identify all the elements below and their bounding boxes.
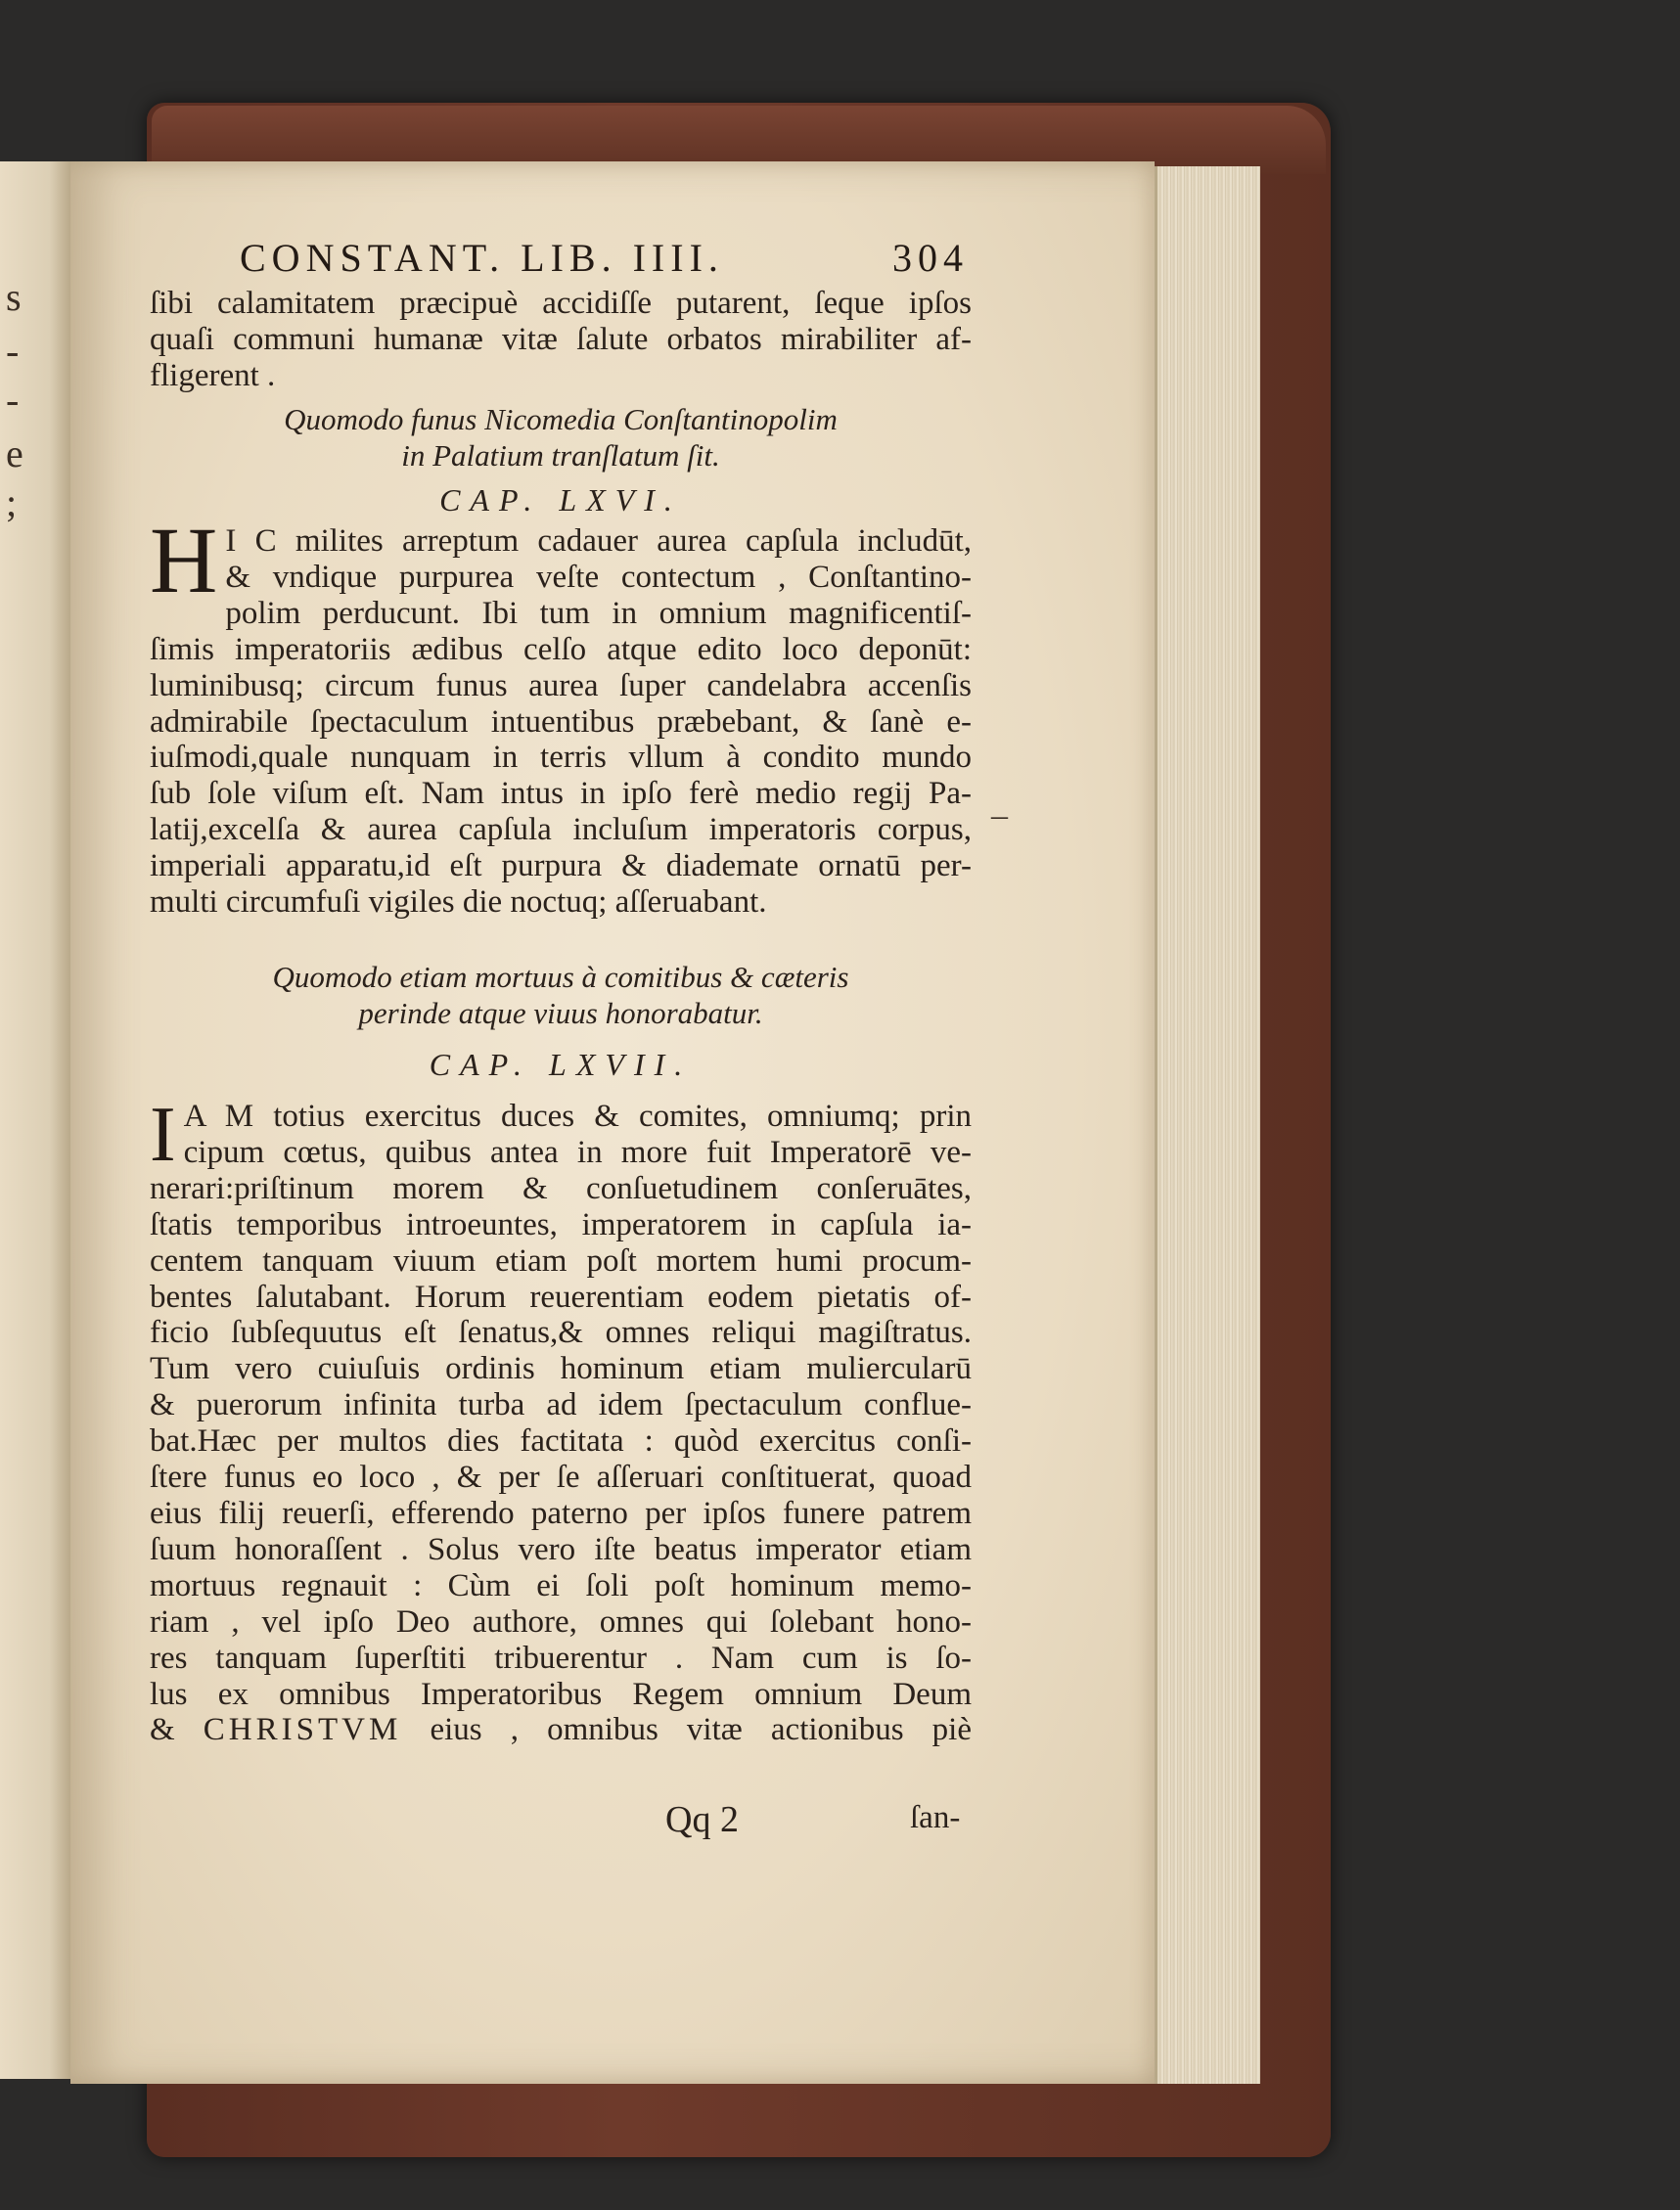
text-line: ficio ſubſequutus eſt ſenatus,& omnes reliqui magiſtratus.: [150, 1315, 972, 1351]
text-line: ſimis imperatoriis ædibus celſo atque edito loco deponūt:: [150, 631, 972, 667]
running-title: CONSTANT. LIB. IIII.: [240, 236, 724, 280]
christvm-smallcaps: CHRISTVM: [203, 1712, 402, 1748]
last-line-prefix: &: [150, 1712, 204, 1748]
left-page-fragment: ;: [6, 480, 18, 524]
text-line: polim perducunt. Ibi tum in omnium magnificentiſ-: [225, 595, 972, 631]
page-number: 304: [892, 236, 969, 280]
text-line: latij,excelſa & aurea capſula incluſum imperatoris corpus,: [150, 812, 972, 848]
chapter-title-line: in Palatium tranſlatum ſit.: [401, 438, 720, 473]
drop-capital: H: [150, 508, 218, 612]
text-line: mortuus regnauit : Cùm ei ſoli poſt hominum memo-: [150, 1567, 972, 1603]
chapter67-number: CAP. LXVII.: [429, 1047, 693, 1082]
text-line: imperiali apparatu,id eſt purpura & diademate ornatū per-: [150, 848, 972, 884]
margin-dash: –: [991, 797, 1008, 834]
left-page-fragment: -: [6, 378, 20, 422]
text-line: bat.Hæc per multos dies factitata : quòd exercitus conſi-: [150, 1423, 972, 1460]
text-line: ſuum honoraſſent . Solus vero iſte beatus imperator etiam: [150, 1531, 972, 1567]
text-line: & puerorum infinita turba ad idem ſpectaculum conflue-: [150, 1387, 972, 1423]
text-line: riam , vel ipſo Deo authore, omnes qui ſolebant hono-: [150, 1603, 972, 1640]
intro-paragraph: [150, 286, 972, 394]
last-line-suffix: eius , omnibus vitæ actionibus piè: [401, 1712, 972, 1748]
text-line: fligerent .: [150, 357, 276, 393]
text-line: lus ex omnibus Imperatoribus Regem omnium Deum: [150, 1676, 972, 1712]
text-line: iuſmodi,quale nunquam in terris vllum à condito mundo: [150, 740, 972, 776]
page-edges: [1155, 166, 1260, 2084]
chapter-title-line: Quomodo etiam mortuus à comitibus & cæteris: [272, 960, 849, 994]
chapter67-body: [150, 1092, 972, 1748]
left-page-fragment: s: [6, 275, 22, 319]
text-line: A M totius exercitus duces & comites, omniumq; prin: [183, 1099, 972, 1134]
text-line: admirabile ſpectaculum intuentibus præbebant, & ſanè e-: [150, 703, 972, 740]
text-line: [150, 1712, 972, 1748]
left-page-sliver: [0, 161, 70, 2079]
text-line: ſub ſole viſum eſt. Nam intus in ipſo ferè medio regij Pa-: [150, 776, 972, 812]
chapter67-title: [150, 959, 972, 1031]
text-line: nerari:priſtinum morem & conſuetudinem conſeruātes,: [150, 1170, 972, 1206]
text-line: ſtatis temporibus introeuntes, imperatorem in capſula ia-: [150, 1206, 972, 1242]
chapter-title-line: perinde atque viuus honorabatur.: [358, 996, 763, 1030]
text-line: eius filij reuerſi, efferendo paterno per ipſos funere patrem: [150, 1495, 972, 1531]
text-line: res tanquam ſuperſtiti tribuerentur . Nam cum is ſo-: [150, 1640, 972, 1676]
text-line: centem tanquam viuum etiam poſt mortem humi procum-: [150, 1242, 972, 1279]
text-line: & vndique purpurea veſte contectum , Conſtantino-: [225, 559, 972, 595]
running-header: [240, 235, 969, 281]
text-line: ſibi calamitatem præcipuè accidiſſe putarent, ſeque ipſos: [150, 286, 972, 321]
left-page-fragment: -: [6, 329, 20, 373]
text-line: cipum cœtus, quibus antea in more fuit Imperatorē ve-: [183, 1134, 972, 1170]
text-line: luminibusq; circum funus aurea ſuper candelabra accenſis: [150, 667, 972, 703]
catchword: ſan-: [910, 1800, 961, 1835]
text-line: bentes ſalutabant. Horum reuerentiam eodem pietatis of-: [150, 1279, 972, 1315]
chapter66-title: [150, 401, 972, 474]
chapter-title-line: Quomodo funus Nicomedia Conſtantinopolim: [284, 402, 838, 436]
drop-capital: I: [150, 1092, 176, 1178]
left-page-fragment: e: [6, 431, 23, 475]
text-line: I C milites arreptum cadauer aurea capſula includūt,: [225, 523, 972, 559]
text-line: quaſi communi humanæ vitæ ſalute orbatos mirabiliter af-: [150, 321, 972, 357]
chapter66-body: [150, 508, 972, 921]
text-line: Tum vero cuiuſuis ordinis hominum etiam muliercularū: [150, 1351, 972, 1387]
text-line: ſtere funus eo loco , & per ſe aſſeruari conſtituerat, quoad: [150, 1460, 972, 1496]
chapter66-number: CAP. LXVI.: [439, 482, 682, 518]
text-line: multi circumfuſi vigiles die noctuq; aſſeruabant.: [150, 884, 767, 921]
signature-mark: Qq 2: [665, 1799, 739, 1840]
